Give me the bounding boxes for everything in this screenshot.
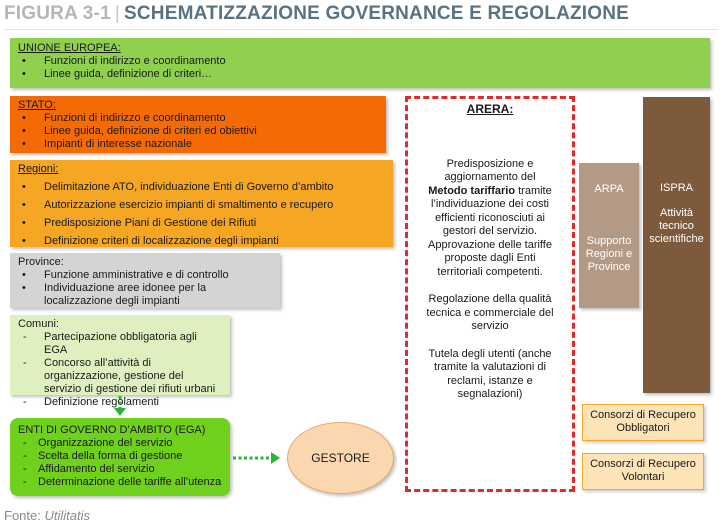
comuni-item: - Concorso all’attività di organizzazione, gestione del servizio di gestione dei rifiuti urbani	[18, 357, 222, 396]
regioni-heading: Regioni:	[18, 163, 59, 175]
province-item: • Individuazione aree idonee per la localizzazione degli impianti	[18, 282, 272, 308]
stato-item: • Impianti di interesse nazionale	[18, 138, 378, 151]
ue-item: • Linee guida, definizione di criteri…	[18, 68, 702, 81]
title-separator: |	[114, 3, 121, 24]
consorzio-label: Consorzi di Recupero Volontari	[590, 458, 696, 483]
comuni-item: - Definizione regolamenti	[18, 396, 222, 409]
gestore-label: GESTORE	[311, 451, 370, 465]
arrow-ega-to-gestore	[233, 452, 280, 464]
arera-bold-text: Metodo tariffario	[428, 184, 516, 197]
stato-item: • Funzioni di indirizzo e coordinamento	[18, 112, 378, 125]
figure-title-text: SCHEMATIZZAZIONE GOVERNANCE E REGOLAZIONE	[124, 3, 630, 24]
source-prefix: Fonte:	[4, 508, 45, 523]
arera-paragraph-tutela: Tutela degli utenti (anche tramite la valutazioni di reclami, istanze e segnalazioni)	[428, 347, 552, 400]
ispra-description: Attività tecnico scientifiche	[649, 207, 704, 245]
source-name: Utilitatis	[44, 508, 90, 523]
ega-item: - Affidamento del servizio	[18, 463, 222, 476]
arera-text: Predisposizione e aggiornamento del	[444, 157, 536, 183]
ega-item: - Organizzazione del servizio	[18, 437, 222, 450]
source-note	[4, 508, 90, 523]
consorzio-label: Consorzi di Recupero Obbligatori	[590, 409, 696, 434]
ega-heading: ENTI DI GOVERNO D’AMBITO (EGA)	[18, 424, 206, 436]
ega-item: - Determinazione delle tariffe all’utenza	[18, 476, 222, 489]
arpa-description: Supporto Regioni e Province	[585, 235, 633, 273]
comuni-heading: Comuni:	[18, 318, 59, 330]
stato-item: • Linee guida, definizione di criteri ed obiettivi	[18, 125, 378, 138]
arrow-comuni-to-ega	[114, 396, 126, 416]
comuni-item: - Partecipazione obbligatoria agli EGA	[18, 331, 222, 357]
ega-item: - Scelta della forma di gestione	[18, 450, 222, 463]
ue-item: • Funzioni di indirizzo e coordinamento	[18, 55, 702, 68]
regioni-item: • Delimitazione ATO, individuazione Enti di Governo d’ambito	[18, 181, 385, 194]
figure-label: FIGURA 3-1	[4, 3, 111, 24]
ue-heading: UNIONE EUROPEA:	[18, 42, 121, 54]
arpa-title: ARPA	[594, 183, 624, 195]
regioni-item: • Definizione criteri di localizzazione degli impianti	[18, 235, 385, 248]
regioni-item: • Autorizzazione esercizio impianti di smaltimento e recupero	[18, 199, 385, 212]
province-item: • Funzione amministrative e di controllo	[18, 269, 272, 282]
ispra-title: ISPRA	[659, 182, 693, 194]
regioni-item: • Predisposizione Piani di Gestione dei Rifiuti	[18, 217, 385, 230]
arera-heading: ARERA:	[466, 102, 514, 116]
arera-text: tramite l’individuazione dei costi efficienti riconosciuti ai gestori del servizio. Approvazione delle tariffe proposte dagli Enti territoriali competenti.	[428, 184, 552, 278]
province-heading: Province:	[18, 256, 64, 268]
stato-heading: STATO:	[18, 99, 56, 111]
arera-paragraph-qualita: Regolazione della qualità tecnica e commerciale del servizio	[426, 293, 554, 332]
